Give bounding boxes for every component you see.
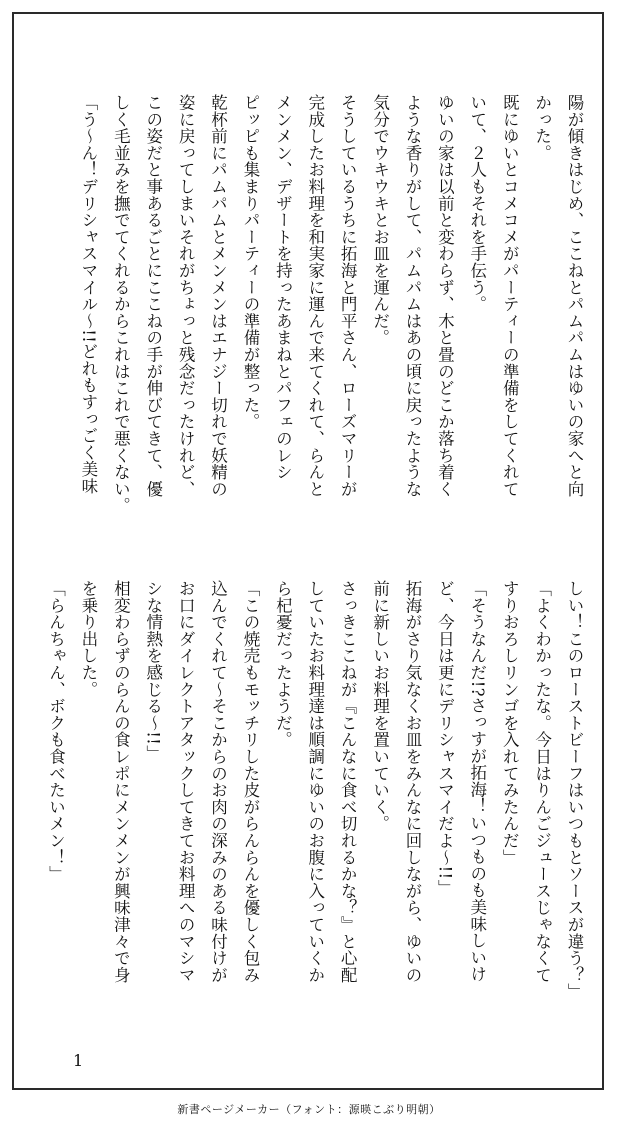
text-line: そうしているうちに拓海と門平さん、ローズマリーが [338,94,358,498]
text-line: していたお料理達は順調にゆいのお腹に入っていくか [305,580,325,984]
text-line: ら杞憂だったようだ。 [273,580,293,748]
text-line: メンメン、デザートを持ったあまねとパフェのレシ [273,94,293,481]
text-line: 陽が傾きはじめ、ここねとパムパムはゆいの家へと向 [565,94,584,498]
text-column-top [70,94,590,546]
text-line: この姿だと事あるごとにここねの手が伸びてきて、優 [143,94,163,498]
text-line: ゆいの家は以前と変わらず、木と畳のどこか落ち着く [435,94,455,498]
text-line: 込んでくれて〜そこからのお肉の深みのある味付けが [208,580,228,984]
text-line: 「よくわかったな。今日はりんごジュースじゃなくて [532,580,552,984]
text-column-bottom [46,580,590,1032]
text-line: かった。 [532,94,552,162]
text-line: 姿に戻ってしまいそれがちょっと残念だったけれど、 [176,94,196,498]
text-line: 既にゆいとコメコメがパーティーの準備をしてくれて [500,94,520,498]
footer-credit: 新書ページメーカー（フォント：源暎こぶり明朝） [177,1103,441,1116]
text-line: ど、今日は更にデリシャスマイだよ〜!!」 [435,580,455,897]
text-line: しく毛並みを撫でてくれるからこれはこれで悪くない。 [111,94,131,514]
text-line: シな情熱を感じる〜!!」 [143,580,163,762]
text-line: 相変わらずのらんの食レポにメンメンが興味津々で身 [111,580,131,984]
text-line: 気分でウキウキとお皿を運んだ。 [370,94,390,346]
text-line: お口にダイレクトアタックしてきてお料理へのマシマ [176,580,196,984]
text-line: 「この焼売もモッチリした皮がらんらんを優しく包み [240,580,260,984]
text-line: ピッピも集まりパーティーの準備が整った。 [240,94,260,430]
page-frame [12,12,604,1090]
text-line: いて、２人もそれを手伝う。 [467,94,487,313]
text-line: 「らんちゃん、ボクも食べたいメン！」 [46,580,66,883]
text-line: 拓海がさり気なくお皿をみんなに回しながら、ゆいの [402,580,422,984]
text-line: 「そうなんだ!?さっすが拓海！いつものも美味しいけ [467,580,487,983]
text-line: さっきここねが『こんなに食べ切れるかな？』と心配 [338,580,358,984]
text-line: 前に新しいお料理を置いていく。 [370,580,390,832]
page-number: 1 [73,1051,84,1070]
text-line: 乾杯前にパムパムとメンメンはエナジー切れで妖精の [208,94,228,498]
text-line: ような香りがして、パムパムはあの頃に戻ったような [402,94,422,498]
text-line: 「う〜ん！デリシャスマイル〜!!どれもすっごく美味 [78,94,98,495]
text-line: すりおろしリンゴを入れてみたんだ」 [500,580,520,866]
text-line: しい！このローストビーフはいつもとソースが違う？」 [565,580,584,1000]
text-line: を乗り出した。 [78,580,98,698]
text-line: 完成したお料理を和実家に運んで来てくれて、らんと [305,94,325,498]
